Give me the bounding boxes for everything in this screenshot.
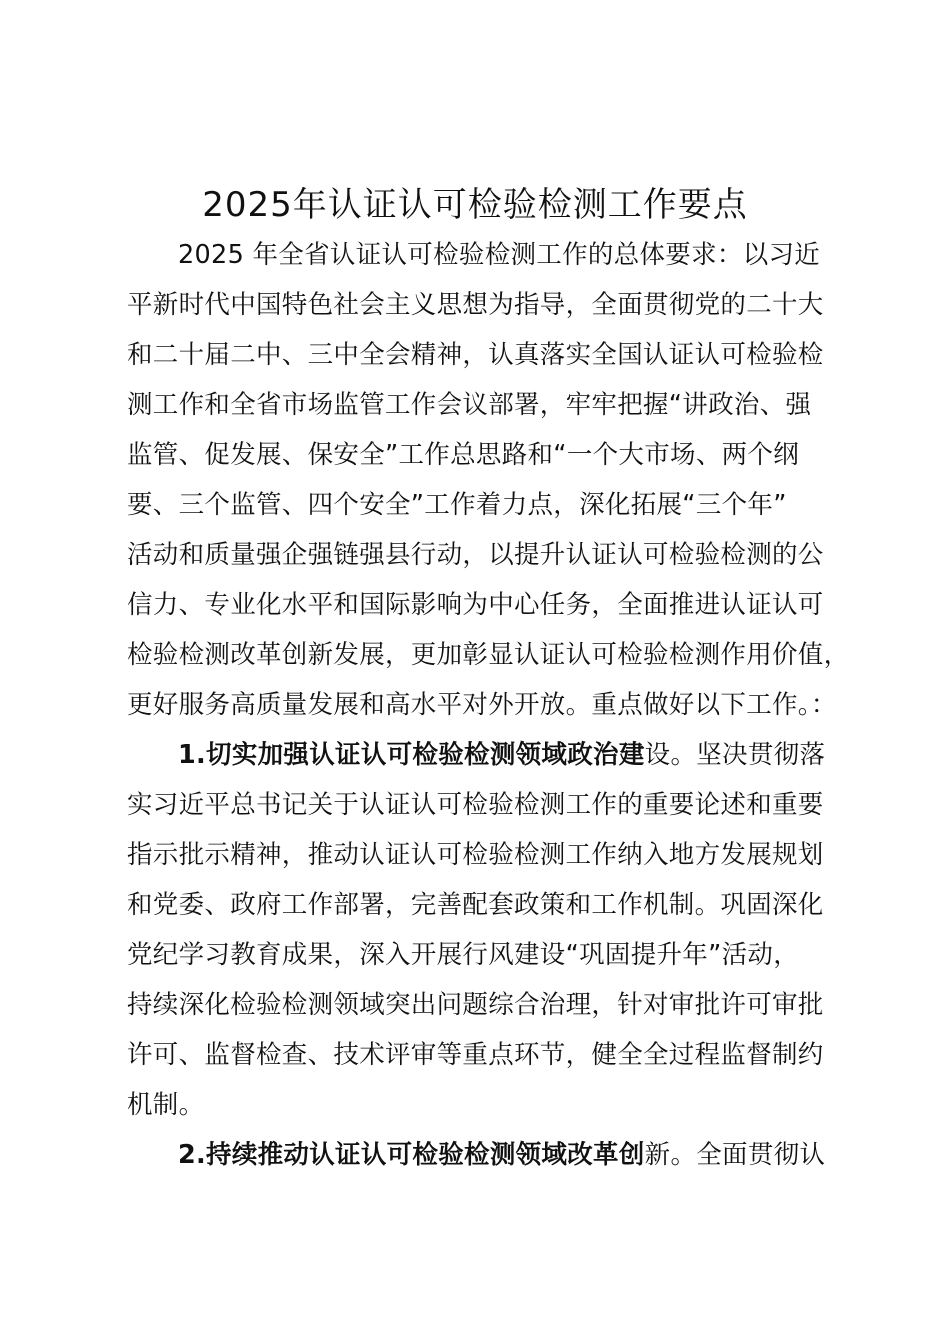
intro-line-2: 平新时代中国特色社会主义思想为指导，全面贯彻党的二十大 bbox=[127, 290, 824, 320]
intro-line-4: 测工作和全省市场监管工作会议部署，牢牢把握“讲政治、强 bbox=[127, 390, 812, 420]
intro-line-5: 监管、促发展、保安全”工作总思路和“一个大市场、两个纲 bbox=[127, 440, 800, 470]
section-1-line-3: 和党委、政府工作部署，完善配套政策和工作机制。巩固深化 bbox=[127, 890, 824, 920]
section-1-heading-bold: 1.切实加强认证认可检验检测领域政治建 bbox=[178, 740, 645, 770]
section-1-line-5: 持续深化检验检测领域突出问题综合治理，针对审批许可审批 bbox=[127, 990, 824, 1020]
intro-line-1: 2025 年全省认证认可检验检测工作的总体要求：以习近 bbox=[178, 240, 821, 270]
intro-line-8: 信力、专业化水平和国际影响为中心任务，全面推进认证认可 bbox=[127, 590, 824, 620]
section-1-heading bbox=[178, 735, 825, 775]
section-1-line-7: 机制。 bbox=[127, 1090, 205, 1120]
section-1-line-1: 实习近平总书记关于认证认可检验检测工作的重要论述和重要 bbox=[127, 790, 824, 820]
intro-line-10: 更好服务高质量发展和高水平对外开放。重点做好以下工作。： bbox=[127, 690, 837, 720]
section-2-heading bbox=[178, 1135, 825, 1175]
section-1-line-2: 指示批示精神，推动认证认可检验检测工作纳入地方发展规划 bbox=[127, 840, 824, 870]
section-1-line-6: 许可、监督检查、技术评审等重点环节，健全全过程监督制约 bbox=[127, 1040, 824, 1070]
intro-line-7: 活动和质量强企强链强县行动，以提升认证认可检验检测的公 bbox=[127, 540, 824, 570]
section-1-heading-rest: 设。坚决贯彻落 bbox=[644, 740, 826, 770]
section-2-heading-rest: 新。全面贯彻认 bbox=[644, 1140, 826, 1170]
intro-line-3: 和二十届二中、三中全会精神，认真落实全国认证认可检验检 bbox=[127, 340, 824, 370]
intro-line-9: 检验检测改革创新发展，更加彰显认证认可检验检测作用价值， bbox=[127, 640, 850, 670]
section-2-heading-bold: 2.持续推动认证认可检验检测领域改革创 bbox=[178, 1140, 645, 1170]
document-title: 2025年认证认可检验检测工作要点 bbox=[202, 185, 748, 225]
intro-line-6: 要、三个监管、四个安全”工作着力点，深化拓展“三个年” bbox=[127, 490, 787, 520]
section-1-line-4: 党纪学习教育成果，深入开展行风建设“巩固提升年”活动， bbox=[127, 940, 800, 970]
